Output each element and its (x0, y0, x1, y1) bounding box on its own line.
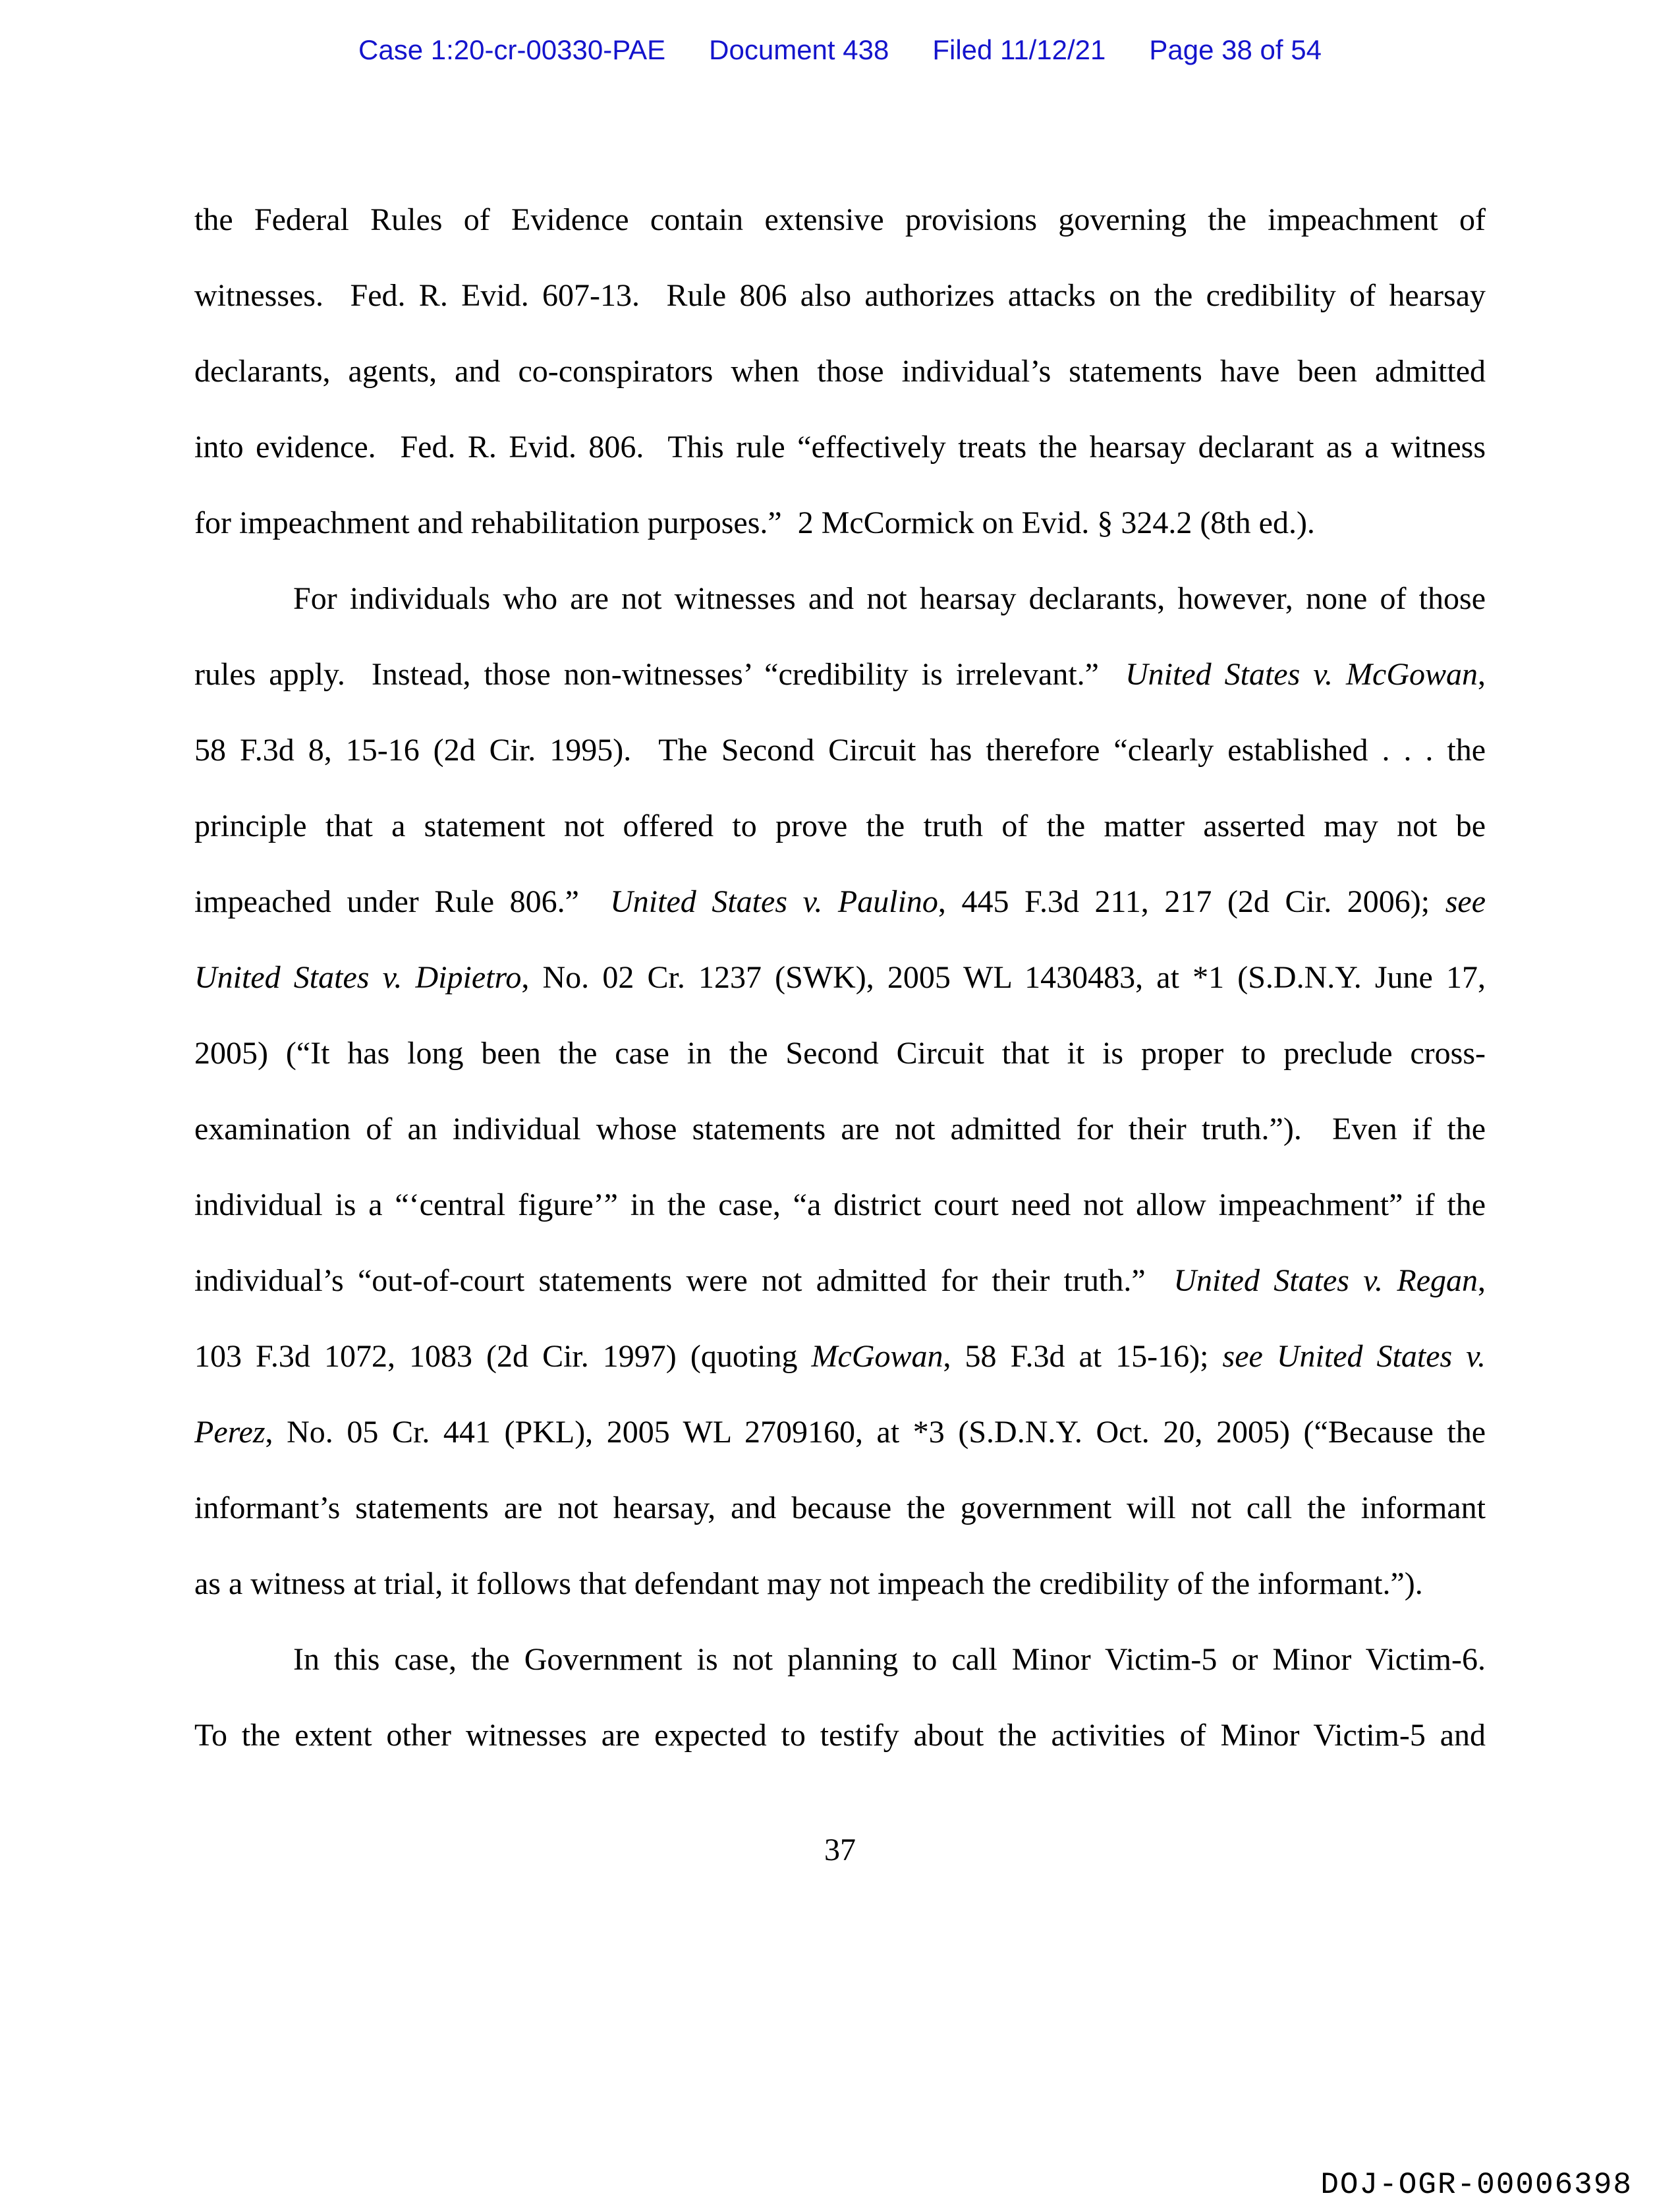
citation-italic-text: McGowan (811, 1339, 943, 1374)
text-line (194, 1470, 1486, 1546)
bates-number: DOJ-OGR-00006398 (1320, 2168, 1633, 2202)
text-line (194, 1091, 1486, 1167)
page-number: 37 (824, 1832, 856, 1867)
text-line (194, 1319, 1486, 1394)
text-line (194, 637, 1486, 712)
text-line (194, 1015, 1486, 1091)
text-line (194, 182, 1486, 258)
body-text: rules apply. Instead, those non-witnesses’ “credibility is irrelevant.” (194, 657, 1125, 692)
body-text: For individuals who are not witnesses and not hearsay declarants, however, none of those (293, 581, 1486, 616)
header-page-count: Page 38 of 54 (1149, 34, 1322, 65)
body-text: , No. 02 Cr. 1237 (SWK), 2005 WL 1430483, at *1 (S.D.N.Y. June 17, (521, 960, 1486, 995)
citation-italic-text: United States v. Dipietro (194, 960, 522, 995)
text-line (194, 1167, 1486, 1243)
body-text: into evidence. Fed. R. Evid. 806. This rule “effectively treats the hearsay declarant as a witness (194, 430, 1486, 465)
citation-italic-text: see United States v. (1222, 1339, 1486, 1374)
citation-italic-text: see (1445, 884, 1486, 919)
body-text: In this case, the Government is not planning to call Minor Victim-5 or Minor Victim-6. (293, 1642, 1486, 1677)
header-document-number: Document 438 (709, 34, 889, 65)
body-text: individual’s “out-of-court statements were not admitted for their truth.” (194, 1263, 1174, 1298)
body-text: , No. 05 Cr. 441 (PKL), 2005 WL 2709160, at *3 (S.D.N.Y. Oct. 20, 2005) (“Because the (265, 1415, 1486, 1450)
body-text: examination of an individual whose statements are not admitted for their truth.”). Even if the (194, 1112, 1486, 1147)
text-line (194, 1546, 1486, 1622)
text-line (194, 1697, 1486, 1773)
body-text: informant’s statements are not hearsay, and because the government will not call the informant (194, 1490, 1486, 1525)
header-filed-date: Filed 11/12/21 (932, 34, 1106, 65)
text-line (194, 409, 1486, 485)
body-text: 2005) (“It has long been the case in the Second Circuit that it is proper to preclude cross- (194, 1036, 1486, 1071)
citation-italic-text: Perez (194, 1415, 266, 1450)
body-text: as a witness at trial, it follows that defendant may not impeach the credibility of the informant.”). (194, 1566, 1423, 1601)
body-text: 58 F.3d 8, 15-16 (2d Cir. 1995). The Second Circuit has therefore “clearly established . . . the (194, 733, 1486, 768)
citation-italic-text: United States v. Regan (1173, 1263, 1478, 1298)
ecf-header (0, 34, 1680, 66)
body-text: principle that a statement not offered to prove the truth of the matter asserted may not be (194, 808, 1486, 843)
text-line (194, 1243, 1486, 1319)
text-line (194, 333, 1486, 409)
body-text: declarants, agents, and co-conspirators when those individual’s statements have been admitted (194, 354, 1486, 389)
text-line (194, 788, 1486, 864)
body-text: , (1478, 657, 1486, 692)
body-text: witnesses. Fed. R. Evid. 607-13. Rule 806 also authorizes attacks on the credibility of hearsay (194, 278, 1486, 313)
body-text: the Federal Rules of Evidence contain extensive provisions governing the impeachment of (194, 202, 1486, 237)
body-text: for impeachment and rehabilitation purposes.” 2 McCormick on Evid. § 324.2 (8th ed.). (194, 505, 1315, 540)
body-text: impeached under Rule 806.” (194, 884, 611, 919)
body-text: , (1478, 1263, 1486, 1298)
text-line (194, 1394, 1486, 1470)
citation-italic-text: United States v. Paulino (610, 884, 938, 919)
text-line (194, 864, 1486, 940)
text-line (194, 940, 1486, 1015)
text-line (194, 561, 1486, 637)
body-text: 103 F.3d 1072, 1083 (2d Cir. 1997) (quoting (194, 1339, 812, 1374)
header-case-number: Case 1:20-cr-00330-PAE (358, 34, 666, 65)
body-text: , 445 F.3d 211, 217 (2d Cir. 2006); (938, 884, 1445, 919)
text-line (194, 485, 1486, 561)
citation-italic-text: United States v. McGowan (1125, 657, 1478, 692)
document-body (194, 182, 1486, 1773)
body-text: , 58 F.3d at 15-16); (943, 1339, 1223, 1374)
text-line (194, 258, 1486, 333)
text-line (194, 1622, 1486, 1697)
body-text: individual is a “‘central figure’” in the case, “a district court need not allow impeachment” if the (194, 1187, 1486, 1222)
body-text: To the extent other witnesses are expected to testify about the activities of Minor Victim-5 and (194, 1718, 1486, 1753)
text-line (194, 712, 1486, 788)
